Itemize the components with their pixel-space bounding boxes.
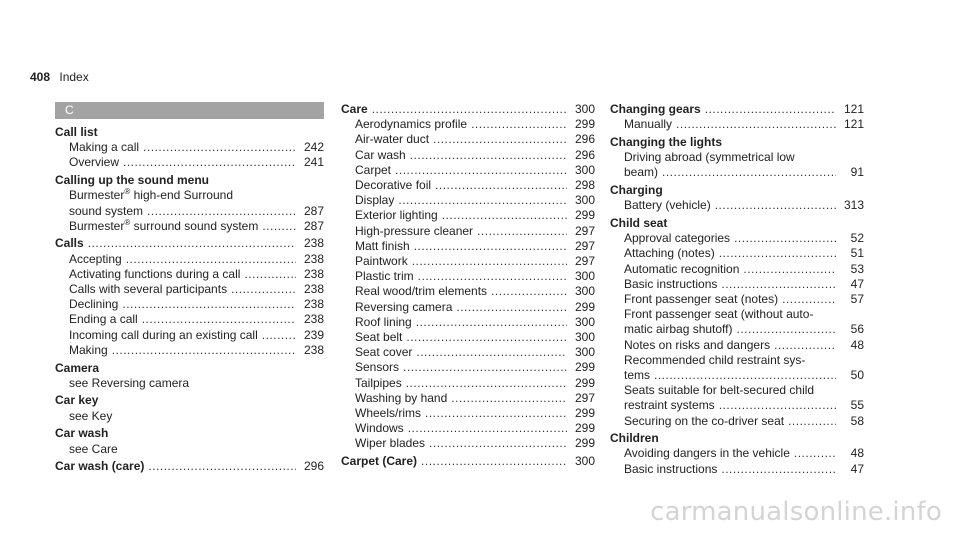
index-subentry[interactable]: Automatic recognition ..... 53 xyxy=(610,262,864,277)
index-subentry[interactable]: beam) ..... 91 xyxy=(610,165,864,180)
see-reference[interactable]: see Key xyxy=(69,408,113,423)
index-subentry[interactable]: Calls with several participants ..... 238 xyxy=(55,282,324,297)
index-subentry[interactable]: Real wood/trim elements ..... 300 xyxy=(341,284,595,299)
index-entry-care xyxy=(341,102,595,452)
index-term: Carpet (Care) xyxy=(341,454,418,469)
index-subentry[interactable]: Sensors ..... 299 xyxy=(341,360,595,375)
index-subentry[interactable]: Matt finish ..... 297 xyxy=(341,239,595,254)
index-subentry[interactable]: Avoiding dangers in the vehicle ..... 48 xyxy=(610,446,864,461)
index-term: Call list xyxy=(55,125,98,139)
index-subentry[interactable]: Washing by hand ..... 297 xyxy=(341,391,595,406)
page-ref: 296 xyxy=(303,459,324,474)
index-term-row[interactable] xyxy=(341,454,595,469)
index-term: Car wash xyxy=(55,426,109,441)
index-entry-call-list xyxy=(55,125,324,171)
index-term: Camera xyxy=(55,360,100,375)
index-subentry[interactable]: Securing on the co-driver seat ..... 58 xyxy=(610,414,864,429)
index-subentry-line: Burmester® high-end Surround xyxy=(69,187,234,203)
page-ref: 287 xyxy=(303,203,324,218)
index-subentry[interactable]: Battery (vehicle) ..... 313 xyxy=(610,198,864,213)
index-entry-car-wash-care xyxy=(55,459,324,474)
index-entry-car-key xyxy=(55,393,324,423)
index-entry-changing-lights xyxy=(610,135,864,181)
index-subentry[interactable]: Basic instructions ..... 47 xyxy=(610,277,864,292)
page-ref: 91 xyxy=(850,165,864,180)
index-entry-calls xyxy=(55,236,324,358)
index-subentry[interactable]: Seat belt ..... 300 xyxy=(341,330,595,345)
index-subentry[interactable]: Declining ..... 238 xyxy=(55,297,324,312)
index-entry-children xyxy=(610,431,864,477)
index-subentry[interactable]: Seat cover ..... 300 xyxy=(341,345,595,360)
index-subentry[interactable]: Accepting ..... 238 xyxy=(55,252,324,267)
index-subentry[interactable]: Front passenger seat (notes) ..... 57 xyxy=(610,292,864,307)
index-term: Children xyxy=(610,431,659,446)
index-subentry[interactable]: Windows ..... 299 xyxy=(341,421,595,436)
index-term: Calling up the sound menu xyxy=(55,173,209,188)
index-term: Child seat xyxy=(610,215,668,230)
index-subentry[interactable]: Overview ..... 241 xyxy=(55,155,324,170)
index-subentry[interactable]: Reversing camera ..... 299 xyxy=(341,300,595,315)
index-term: Changing the lights xyxy=(610,134,722,149)
index-subentry[interactable]: matic airbag shutoff) ..... 56 xyxy=(610,322,864,337)
index-subentry[interactable]: Carpet ..... 300 xyxy=(341,163,595,178)
index-subentry[interactable]: Manually ..... 121 xyxy=(610,117,864,132)
index-subentry[interactable]: Display ..... 300 xyxy=(341,193,595,208)
index-subentry[interactable]: Approval categories ..... 52 xyxy=(610,231,864,246)
index-term: Calls xyxy=(55,236,84,251)
index-entry-calling-sound xyxy=(55,173,324,234)
index-entry-camera xyxy=(55,361,324,391)
page-ref: 300 xyxy=(574,102,595,116)
index-subentry[interactable]: Making a call ..... 242 xyxy=(55,140,324,155)
index-subentry[interactable]: Incoming call during an existing call ..... 239 xyxy=(55,328,324,343)
index-term: Care xyxy=(341,102,368,116)
index-subentry[interactable]: Exterior lighting ..... 299 xyxy=(341,208,595,223)
index-subentry[interactable]: Ending a call ..... 238 xyxy=(55,312,324,327)
index-subentry[interactable]: Attaching (notes) ..... 51 xyxy=(610,246,864,261)
index-column-1 xyxy=(55,102,324,474)
watermark: carmanualsonline.info xyxy=(650,497,942,527)
index-term-row[interactable] xyxy=(341,102,595,117)
index-subentry[interactable]: sound system ..... 287 xyxy=(55,204,324,219)
index-subentry[interactable]: tems ..... 50 xyxy=(610,368,864,383)
index-term: Charging xyxy=(610,183,663,198)
index-subentry-line: Driving abroad (symmetrical low xyxy=(624,150,795,165)
index-subentry[interactable]: Air-water duct ..... 296 xyxy=(341,132,595,147)
index-entry-charging xyxy=(610,183,864,213)
section-title: Index xyxy=(59,70,89,84)
page-ref: 242 xyxy=(303,140,324,155)
index-subentry[interactable]: Notes on risks and dangers ..... 48 xyxy=(610,338,864,353)
index-subentry[interactable]: Activating functions during a call ..... 238 xyxy=(55,267,324,282)
index-subentry[interactable]: High-pressure cleaner ..... 297 xyxy=(341,224,595,239)
page-ref: 287 xyxy=(303,218,324,233)
index-term-row[interactable] xyxy=(55,459,324,474)
page-number: 408 xyxy=(30,70,51,84)
index-column-2 xyxy=(341,102,595,469)
page-ref: 121 xyxy=(843,102,864,116)
index-subentry[interactable]: Tailpipes ..... 299 xyxy=(341,376,595,391)
index-subentry-line: Front passenger seat (without auto- xyxy=(624,307,814,322)
index-subentry[interactable]: restraint systems ..... 55 xyxy=(610,398,864,413)
index-entry-car-wash xyxy=(55,426,324,456)
page-ref: 238 xyxy=(303,236,324,251)
page-ref: 300 xyxy=(574,454,595,469)
index-subentry[interactable]: Paintwork ..... 297 xyxy=(341,254,595,269)
index-subentry-line: Seats suitable for belt-secured child xyxy=(624,383,815,398)
see-reference[interactable]: see Care xyxy=(69,441,118,456)
index-term: Car key xyxy=(55,393,99,408)
index-subentry[interactable]: Plastic trim ..... 300 xyxy=(341,269,595,284)
letter-heading: C xyxy=(55,102,324,119)
index-subentry[interactable]: Decorative foil ..... 298 xyxy=(341,178,595,193)
page-header xyxy=(30,70,89,84)
index-subentry-line: Recommended child restraint sys- xyxy=(624,352,806,367)
index-entry-child-seat xyxy=(610,216,864,429)
index-subentry[interactable]: Wheels/rims ..... 299 xyxy=(341,406,595,421)
index-subentry[interactable]: Making ..... 238 xyxy=(55,343,324,358)
see-reference[interactable]: see Reversing camera xyxy=(69,375,190,390)
index-subentry[interactable]: Wiper blades ..... 299 xyxy=(341,436,595,451)
index-subentry[interactable]: Aerodynamics profile ..... 299 xyxy=(341,117,595,132)
index-entry-carpet-care xyxy=(341,454,595,469)
index-subentry[interactable]: Car wash ..... 296 xyxy=(341,148,595,163)
index-entry-changing-gears xyxy=(610,102,864,132)
page-ref: 241 xyxy=(303,155,324,170)
index-term-row[interactable] xyxy=(55,236,324,251)
index-column-3 xyxy=(610,102,864,477)
index-term-row[interactable] xyxy=(610,102,864,117)
index-subentry[interactable]: Burmester® surround sound system ..... 287 xyxy=(55,219,324,234)
index-term: Car wash (care) xyxy=(55,459,145,474)
index-term: Changing gears xyxy=(610,102,701,116)
index-subentry[interactable]: Basic instructions ..... 47 xyxy=(610,462,864,477)
index-subentry[interactable]: Roof lining ..... 300 xyxy=(341,315,595,330)
